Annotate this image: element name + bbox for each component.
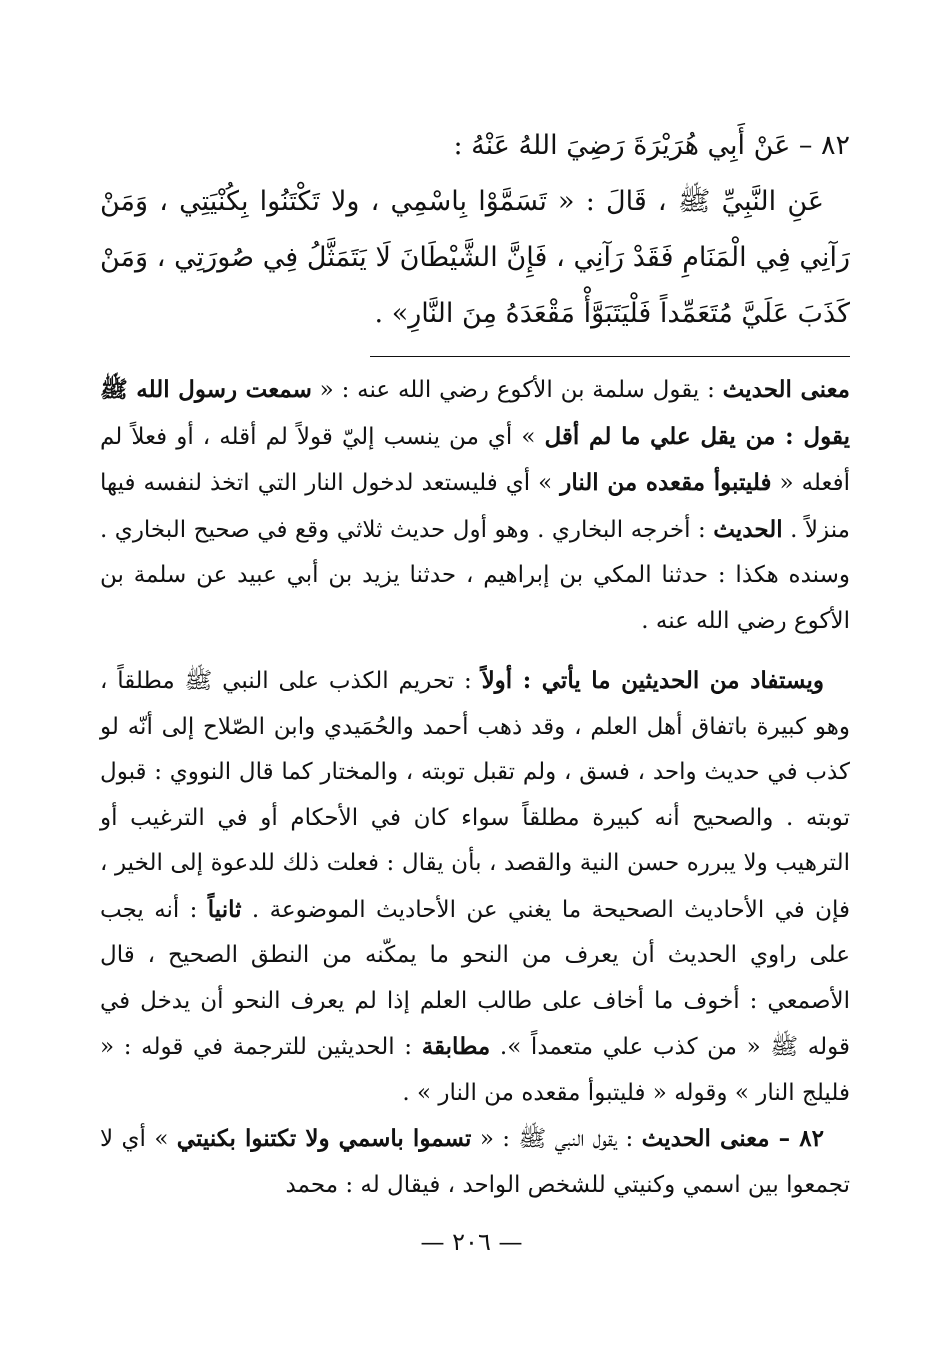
heading-meaning: معنى الحديث <box>722 376 850 403</box>
commentary-text: » أي فليستعد لدخول النار التي اتخذ لنفسه فيها منزلاً . <box>100 470 850 543</box>
separator-rule <box>370 356 850 357</box>
hadith-heading <box>100 118 850 174</box>
quoted-hadith: فليتبوأ مقعده من النار <box>560 469 772 496</box>
commentary-text: : يقول سلمة بن الأكوع رضي الله عنه : « <box>311 377 723 403</box>
commentary-text: » أي لا تجمعوا بين اسمي وكنيتي للشخص الواحد ، فيقال له : محمد <box>100 1126 850 1198</box>
quoted-hadith: تسموا باسمي ولا تكتنوا بكنيتي <box>176 1125 472 1152</box>
commentary-paragraph-82 <box>100 1116 850 1208</box>
hadith-text <box>100 118 850 342</box>
heading-meaning-82: ٨٢ – معنى الحديث <box>641 1125 824 1152</box>
commentary-text: : الحديثين للترجمة في قوله : « فليلج النار » وقوله « فليتبوأ مقعده من النار » . <box>100 1034 850 1106</box>
hadith-number: ٨٢ <box>820 130 850 161</box>
page-number: — ٢٠٦ — <box>420 1228 523 1256</box>
commentary-text: : يقول النبي ﷺ : « <box>471 1126 642 1152</box>
commentary-text: : تحريم الكذب على النبي ﷺ مطلقاً ، وهو كبيرة باتفاق أهل العلم ، وقد ذهب أحمد والحُمَيدي وابن الصّلاح إلى أنّه لو كذب في حديث واحد ، فسق ، ولم تقبل توبته ، والمختار كما قال النووي : قبول توبته . والصحيح أنه كبيرة مطلقاً سواء كان في الأحكام أو في الترغيب أو الترهيب ولا يبرره حسن النية والقصد ، بأن يقال : فعلت ذلك للدعوة إلى الخير ، فإن في الأحاديث الصحيحة ما يغني عن الأحاديث الموضوعة . <box>100 668 850 923</box>
commentary-text: : أخرجه البخاري . وهو أول حديث ثلاثي وقع في صحيح البخاري . وسنده هكذا : حدثنا المكي بن إبراهيم ، حدثنا يزيد بن أبي عبيد عن سلمة بن الأكوع رضي الله عنه . <box>100 516 850 634</box>
page <box>100 118 850 1278</box>
heading-correspondence: مطابقة <box>421 1033 491 1060</box>
heading-second: ثانياً <box>207 895 242 923</box>
hadith-dash: – <box>790 130 821 161</box>
hadith-narrator: عَنْ أَبِي هُرَيْرَةَ رَضِيَ اللهُ عَنْهُ : <box>453 130 791 161</box>
hadith-matn: عَنِ النَّبِيِّ ﷺ ، قَالَ : « تَسَمَّوْا بِاسْمِي ، ولا تَكْتَنُوا بِكُنْيَتِي ، وَمَنْ رَآنِي فِي الْمَنَامِ فَقَدْ رَآنِي ، فَإِنَّ الشَّيْطَانَ لَا يَتَمَثَّلُ فِي صُورَتِي ، وَمَنْ كَذَبَ عَلَيَّ مُتَعَمِّداً فَلْيَتَبَوَّأْ مَقْعَدَهُ مِنَ النَّارِ» . <box>100 186 850 329</box>
heading-hadith: الحديث <box>713 515 783 543</box>
commentary-text: : أنه يجب على راوي الحديث أن يعرف من النحو ما يمكّنه من النطق الصحيح ، قال الأصمعي : أخوف ما أخاف على طالب العلم إذا لم يعرف النحو أن يدخل في قوله ﷺ « من كذب علي متعمداً ». <box>100 896 850 1060</box>
commentary-text: » أي من ينسب إليّ قولاً لم أقله ، أو فعلاً لم أفعله « <box>100 423 850 496</box>
heading-benefits: ويستفاد من الحديثين ما يأتي : أولاً <box>481 667 824 694</box>
commentary-paragraph-benefits <box>100 658 850 1116</box>
commentary-paragraph-meaning <box>100 367 850 644</box>
quoted-hadith: سمعت رسول الله ﷺ يقول : من يقل علي ما لم أقل <box>100 376 850 450</box>
